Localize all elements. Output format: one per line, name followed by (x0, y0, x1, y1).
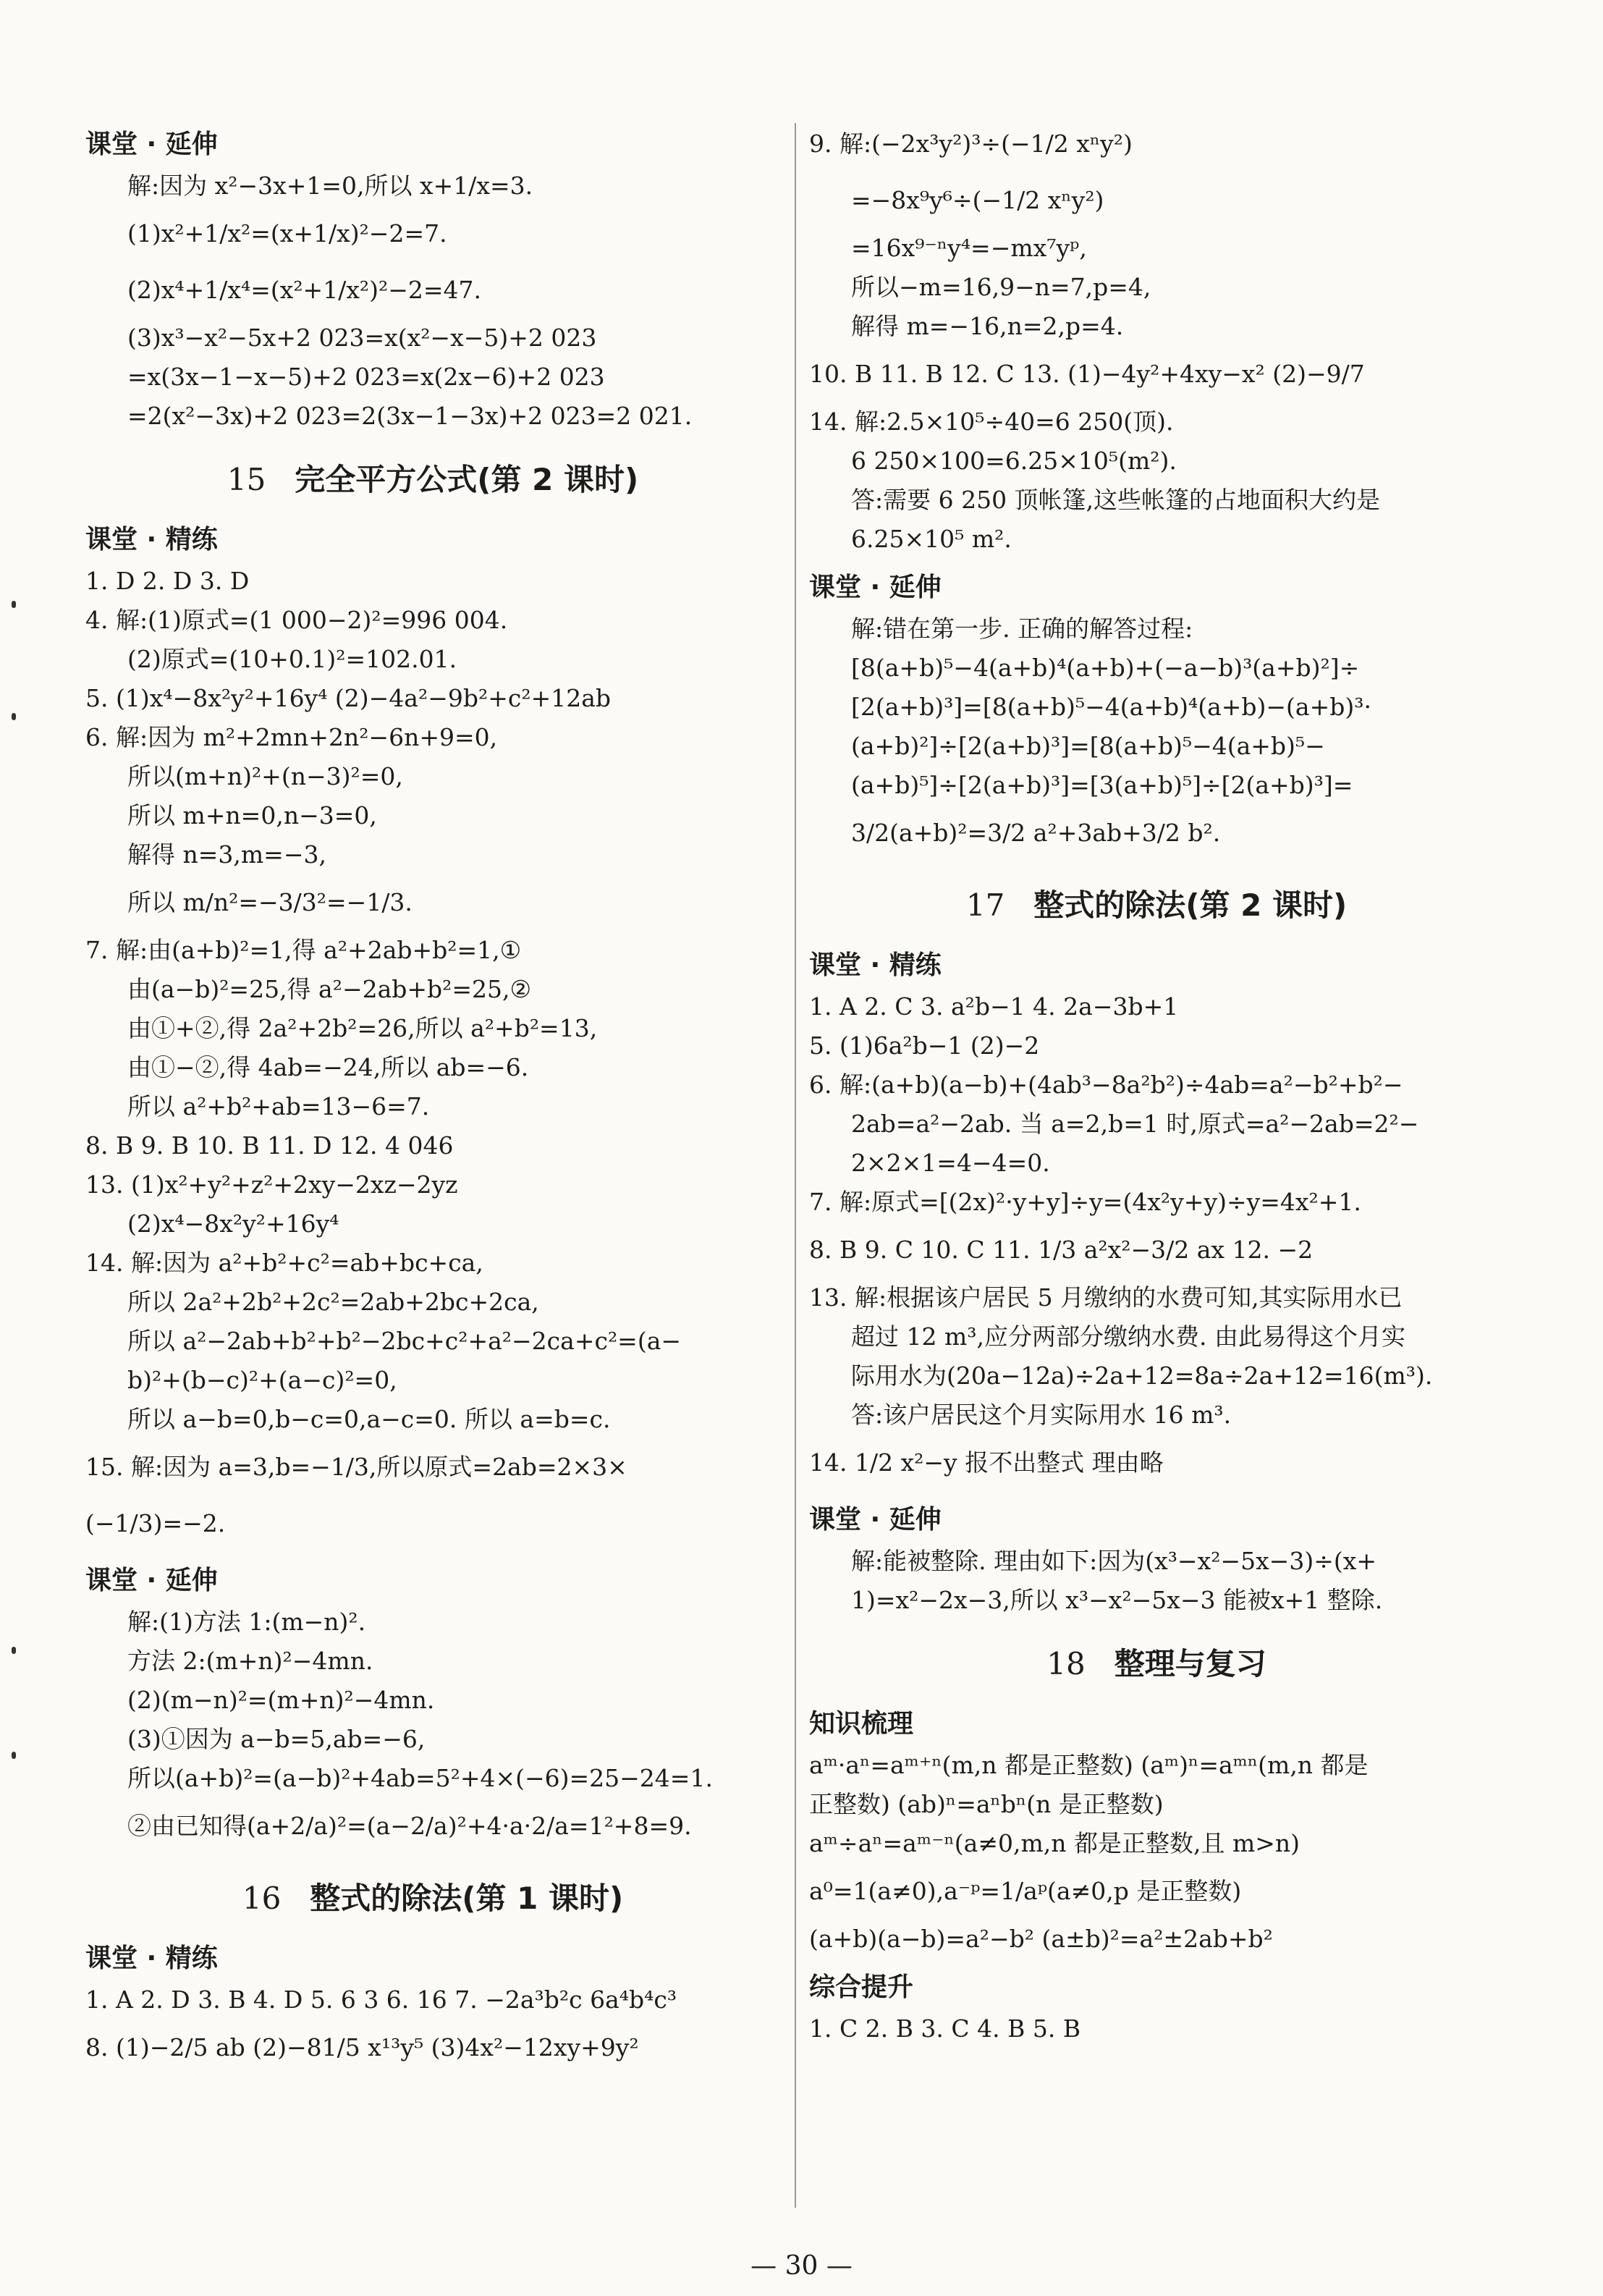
answer-line: 6 250×100=6.25×10⁵(m²). (851, 447, 1177, 475)
answer-line: 答:该户居民这个月实际用水 16 m³. (851, 1401, 1232, 1429)
answer-line: =2(x²−3x)+2 023=2(3x−1−3x)+2 023=2 021. (127, 402, 693, 430)
answer-line: 所以(m+n)²+(n−3)²=0, (127, 762, 403, 790)
answer-line: (2)原式=(10+0.1)²=102.01. (127, 645, 457, 673)
answer-line: 9. 解:(−2x³y²)³÷(−1/2 xⁿy²) (809, 130, 1133, 158)
answer-line: 所以(a+b)²=(a−b)²+4ab=5²+4×(−6)=25−24=1. (127, 1764, 713, 1792)
answer-line: (3)x³−x²−5x+2 023=x(x²−x−5)+2 023 (127, 324, 597, 352)
answer-line: (a+b)(a−b)=a²−b² (a±b)²=a²±2ab+b² (809, 1925, 1273, 1953)
answer-line: 所以 a−b=0,b−c=0,a−c=0. 所以 a=b=c. (127, 1405, 611, 1433)
answer-line: 解:能被整除. 理由如下:因为(x³−x²−5x−3)÷(x+ (851, 1547, 1376, 1575)
answer-line: 6. 解:因为 m²+2mn+2n²−6n+9=0, (85, 723, 498, 751)
answer-line: 解得 m=−16,n=2,p=4. (851, 312, 1124, 340)
section-heading: 课堂 · 精练 (85, 1943, 218, 1973)
page-number: — 30 — (750, 2251, 853, 2281)
answer-line: 8. B 9. B 10. B 11. D 12. 4 046 (85, 1131, 454, 1160)
answer-line: 8. B 9. C 10. C 11. 1/3 a²x²−3/2 ax 12. −2 (809, 1236, 1314, 1264)
margin-mark (12, 713, 16, 720)
answer-line: 4. 解:(1)原式=(1 000−2)²=996 004. (85, 606, 508, 634)
answer-line: 解:(1)方法 1:(m−n)². (127, 1608, 366, 1636)
answer-line: 14. 解:因为 a²+b²+c²=ab+bc+ca, (85, 1249, 483, 1277)
answer-line: (a+b)⁵]÷[2(a+b)³]=[3(a+b)⁵]÷[2(a+b)³]= (851, 771, 1353, 799)
answer-line: 7. 解:由(a+b)²=1,得 a²+2ab+b²=1,① (85, 936, 522, 964)
lesson-title (809, 880, 1504, 931)
answer-line: 1. A 2. D 3. B 4. D 5. 6 3 6. 16 7. −2a³b²c 6a⁴b⁴c³ (85, 1985, 677, 2014)
answer-line: 13. 解:根据该户居民 5 月缴纳的水费可知,其实际用水已 (809, 1283, 1403, 1312)
answer-line: 1. C 2. B 3. C 4. B 5. B (809, 2014, 1081, 2043)
answer-line: 5. (1)x⁴−8x²y²+16y⁴ (2)−4a²−9b²+c²+12ab (85, 684, 612, 712)
answer-line: 6.25×10⁵ m². (851, 525, 1012, 553)
section-heading: 课堂 · 延伸 (809, 1505, 942, 1535)
answer-line: 2×2×1=4−4=0. (851, 1149, 1050, 1177)
answer-line: 答:需要 6 250 顶帐篷,这些帐篷的占地面积大约是 (851, 486, 1381, 514)
answer-line: 正整数) (ab)ⁿ=aⁿbⁿ(n 是正整数) (809, 1790, 1164, 1818)
answer-line: 超过 12 m³,应分两部分缴纳水费. 由此易得这个月实 (851, 1322, 1405, 1351)
answer-line: 方法 2:(m+n)²−4mn. (127, 1647, 373, 1675)
lesson-title-text: 整式的除法(第 1 课时) (310, 1881, 624, 1916)
answer-line: 所以 a²−2ab+b²+b²−2bc+c²+a²−2ca+c²=(a− (127, 1327, 682, 1355)
lesson-title-text: 完全平方公式(第 2 课时) (295, 462, 639, 497)
lesson-number: 17 (965, 887, 1005, 923)
column-divider (795, 123, 796, 2208)
answer-line: (2)(m−n)²=(m+n)²−4mn. (127, 1686, 435, 1714)
answer-line: 由①−②,得 4ab=−24,所以 ab=−6. (127, 1053, 529, 1081)
lesson-title (85, 455, 780, 505)
answer-line: 7. 解:原式=[(2x)²·y+y]÷y=(4x²y+y)÷y=4x²+1. (809, 1188, 1361, 1216)
answer-line: 1. A 2. C 3. a²b−1 4. 2a−3b+1 (809, 992, 1179, 1021)
section-heading: 课堂 · 精练 (85, 525, 218, 554)
answer-line: 所以 2a²+2b²+2c²=2ab+2bc+2ca, (127, 1288, 539, 1316)
section-heading: 课堂 · 延伸 (85, 1566, 218, 1595)
answer-line: [2(a+b)³]=[8(a+b)⁵−4(a+b)⁴(a+b)−(a+b)³· (851, 693, 1371, 721)
answer-line: =x(3x−1−x−5)+2 023=x(2x−6)+2 023 (127, 363, 605, 391)
answer-line: (2)x⁴+1/x⁴=(x²+1/x²)²−2=47. (127, 276, 482, 304)
lesson-number: 18 (1046, 1646, 1086, 1681)
left-column (85, 116, 780, 2076)
lesson-number: 16 (242, 1881, 282, 1916)
answer-line: ②由已知得(a+2/a)²=(a−2/a)²+4·a·2/a=1²+8=9. (127, 1812, 692, 1840)
answer-line: (3)①因为 a−b=5,ab=−6, (127, 1725, 426, 1753)
margin-mark (12, 601, 16, 608)
lesson-number: 15 (227, 462, 266, 497)
answer-line: 解:因为 x²−3x+1=0,所以 x+1/x=3. (127, 172, 533, 200)
answer-line: 所以 m+n=0,n−3=0, (127, 801, 377, 830)
answer-line: 10. B 11. B 12. C 13. (1)−4y²+4xy−x² (2)−9/7 (809, 360, 1365, 388)
lesson-title (809, 1639, 1504, 1689)
margin-mark (12, 1647, 16, 1654)
answer-line: (1)x²+1/x²=(x+1/x)²−2=7. (127, 219, 447, 248)
lesson-title-text: 整式的除法(第 2 课时) (1033, 887, 1348, 923)
margin-mark (12, 1752, 16, 1759)
answer-line: 由①+②,得 2a²+2b²=26,所以 a²+b²=13, (127, 1014, 598, 1042)
answer-line: 2ab=a²−2ab. 当 a=2,b=1 时,原式=a²−2ab=2²− (851, 1110, 1419, 1138)
lesson-title-text: 整理与复习 (1114, 1646, 1266, 1681)
answer-line: 5. (1)6a²b−1 (2)−2 (809, 1031, 1040, 1060)
answer-line: 所以−m=16,9−n=7,p=4, (851, 273, 1151, 301)
answer-line: (a+b)²]÷[2(a+b)³]=[8(a+b)⁵−4(a+b)⁵− (851, 732, 1325, 760)
answer-line: 际用水为(20a−12a)÷2a+12=8a÷2a+12=16(m³). (851, 1362, 1433, 1390)
answer-line: 1)=x²−2x−3,所以 x³−x²−5x−3 能被x+1 整除. (851, 1586, 1383, 1614)
answer-line: 13. (1)x²+y²+z²+2xy−2xz−2yz (85, 1170, 458, 1199)
answer-line: 所以 a²+b²+ab=13−6=7. (127, 1092, 430, 1120)
answer-line: 8. (1)−2/5 ab (2)−81/5 x¹³y⁵ (3)4x²−12xy+9y² (85, 2033, 639, 2061)
answer-line: 14. 1/2 x²−y 报不出整式 理由略 (809, 1448, 1164, 1477)
answer-line: 所以 m/n²=−3/3²=−1/3. (127, 888, 413, 916)
answer-line: 6. 解:(a+b)(a−b)+(4ab³−8a²b²)÷4ab=a²−b²+b²− (809, 1071, 1403, 1099)
right-column (809, 116, 1504, 2048)
answer-line: 解得 n=3,m=−3, (127, 840, 326, 869)
answer-line: (2)x⁴−8x²y²+16y⁴ (127, 1210, 339, 1238)
answer-line: 1. D 2. D 3. D (85, 567, 250, 595)
answer-line: 由(a−b)²=25,得 a²−2ab+b²=25,② (127, 975, 532, 1003)
section-heading: 课堂 · 延伸 (809, 573, 942, 602)
answer-line: [8(a+b)⁵−4(a+b)⁴(a+b)+(−a−b)³(a+b)²]÷ (851, 654, 1360, 682)
section-heading: 课堂 · 精练 (809, 950, 942, 980)
lesson-title (85, 1873, 780, 1924)
answer-line: =−8x⁹y⁶÷(−1/2 xⁿy²) (851, 186, 1104, 214)
section-heading: 综合提升 (809, 1972, 914, 2002)
answer-line: =16x⁹⁻ⁿy⁴=−mx⁷yᵖ, (851, 234, 1087, 262)
section-heading: 知识梳理 (809, 1709, 914, 1739)
answer-line: b)²+(b−c)²+(a−c)²=0, (127, 1366, 397, 1394)
answer-line: 3/2(a+b)²=3/2 a²+3ab+3/2 b². (851, 819, 1221, 847)
answer-line: aᵐ÷aⁿ=aᵐ⁻ⁿ(a≠0,m,n 都是正整数,且 m>n) (809, 1829, 1300, 1857)
answer-line: 解:错在第一步. 正确的解答过程: (851, 615, 1193, 643)
section-heading: 课堂 · 延伸 (85, 130, 218, 159)
answer-line: (−1/3)=−2. (85, 1509, 226, 1537)
answer-line: 14. 解:2.5×10⁵÷40=6 250(顶). (809, 408, 1174, 436)
answer-line: 15. 解:因为 a=3,b=−1/3,所以原式=2ab=2×3× (85, 1453, 627, 1481)
answer-line: a⁰=1(a≠0),a⁻ᵖ=1/aᵖ(a≠0,p 是正整数) (809, 1877, 1242, 1905)
answer-line: aᵐ·aⁿ=aᵐ⁺ⁿ(m,n 都是正整数) (aᵐ)ⁿ=aᵐⁿ(m,n 都是 (809, 1751, 1369, 1779)
